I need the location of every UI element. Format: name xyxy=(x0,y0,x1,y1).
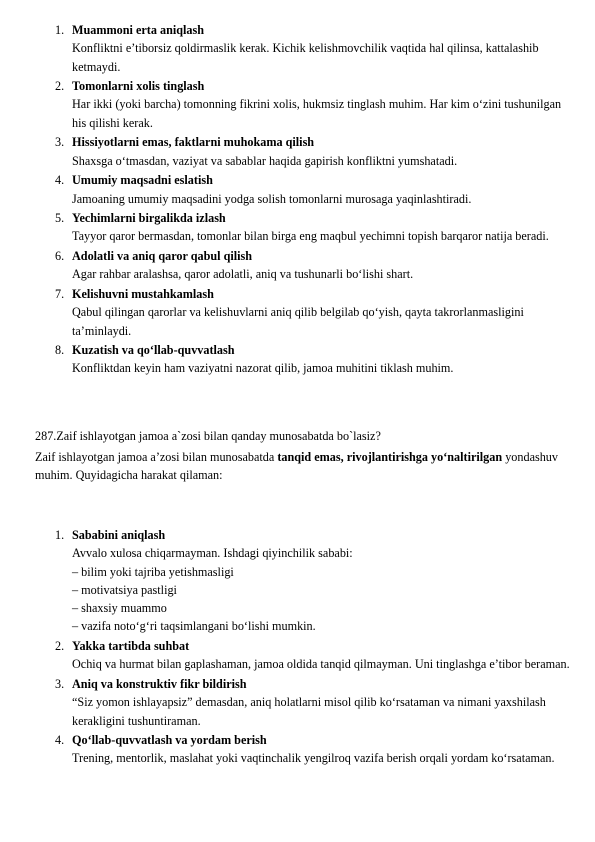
item-number: 4. xyxy=(55,733,65,748)
item-number: 3. xyxy=(55,676,65,691)
intro-text-start: Zaif ishlayotgan jamoa a’zosi bilan munosabatda xyxy=(35,450,278,464)
item-number: 2. xyxy=(55,79,65,94)
item-text: Agar rahbar aralashsa, qaror adolatli, aniq va tushunarli bo‘lishi shart. xyxy=(72,267,414,282)
item-text: Har ikki (yoki barcha) tomonning fikrini xolis, hukmsiz tinglash muhim. Har kim o‘zini tushunilgan his qilishi kerak. xyxy=(72,97,562,130)
item-title: Tomonlarni xolis tinglash xyxy=(72,79,205,94)
item-line: Avvalo xulosa chiqarmayman. Ishdagi qiyinchilik sababi: xyxy=(72,546,353,561)
intro-text-end: yondashuv muhim. Quyidagicha harakat qilaman: xyxy=(35,450,558,483)
item-title: Hissiyotlarni emas, faktlarni muhokama qilish xyxy=(72,135,315,150)
item-title: Yechimlarni birgalikda izlash xyxy=(72,211,226,226)
item-line: – motivatsiya pastligi xyxy=(72,582,177,597)
item-title: Umumiy maqsadni eslatish xyxy=(72,173,213,188)
item-line: Trening, mentorlik, maslahat yoki vaqtinchalik yengilroq vazifa berish orqali yordam ko‘rsataman. xyxy=(72,751,555,766)
approach-steps-list xyxy=(0,526,595,769)
conflict-steps-list xyxy=(0,21,595,379)
list-item xyxy=(0,77,595,132)
item-text: Qabul qilingan qarorlar va kelishuvlarni aniq qilib belgilab qo‘yish, qayta takrorlanmasligini ta’minlaydi. xyxy=(72,305,524,338)
intro-paragraph xyxy=(35,448,580,485)
item-text: Shaxsga o‘tmasdan, vaziyat va sabablar haqida gapirish konfliktni yumshatadi. xyxy=(72,153,458,168)
item-number: 4. xyxy=(55,173,65,188)
item-title: Yakka tartibda suhbat xyxy=(72,639,190,654)
item-line: – bilim yoki tajriba yetishmasligi xyxy=(72,564,234,579)
list-item xyxy=(0,341,595,378)
item-number: 6. xyxy=(55,249,65,264)
item-number: 8. xyxy=(55,343,65,358)
item-text: Konfliktdan keyin ham vaziyatni nazorat qilib, jamoa muhitini tiklash muhim. xyxy=(72,361,454,376)
item-title: Muammoni erta aniqlash xyxy=(72,23,205,37)
item-text: Konfliktni e’tiborsiz qoldirmaslik kerak. Kichik kelishmovchilik vaqtida hal qilinsa, kattalashib ketmaydi. xyxy=(72,41,539,74)
item-line: – vazifa noto‘g‘ri taqsimlangani bo‘lishi mumkin. xyxy=(72,619,316,634)
list-item xyxy=(0,21,595,76)
item-title: Kelishuvni mustahkamlash xyxy=(72,286,214,301)
item-number: 5. xyxy=(55,211,65,226)
list-item xyxy=(0,731,595,768)
list-item xyxy=(0,637,595,674)
item-number: 2. xyxy=(55,639,65,654)
intro-emphasis: tanqid emas, rivojlantirishga yo‘naltirilgan xyxy=(277,450,503,464)
item-text: Jamoaning umumiy maqsadini yodga solish tomonlarni murosaga yaqinlashtiradi. xyxy=(72,191,472,206)
list-item xyxy=(0,285,595,340)
item-title: Adolatli va aniq qaror qabul qilish xyxy=(72,249,253,264)
item-number: 7. xyxy=(55,286,65,301)
list-item xyxy=(0,171,595,208)
list-item xyxy=(0,247,595,284)
item-title: Aniq va konstruktiv fikr bildirish xyxy=(72,676,247,691)
item-number: 1. xyxy=(55,528,65,542)
item-number: 1. xyxy=(55,23,65,37)
item-title: Kuzatish va qo‘llab-quvvatlash xyxy=(72,343,235,358)
item-title: Qo‘llab-quvvatlash va yordam berish xyxy=(72,733,267,748)
list-item xyxy=(0,675,595,730)
item-text: Tayyor qaror bermasdan, tomonlar bilan birga eng maqbul yechimni topish barqaror natija beradi. xyxy=(72,229,549,244)
item-line: “Siz yomon ishlayapsiz” demasdan, aniq holatlarni misol qilib ko‘rsataman va nimani yaxshilash kerakligini tushuntiraman. xyxy=(72,695,546,728)
list-item xyxy=(0,133,595,170)
item-number: 3. xyxy=(55,135,65,150)
question-heading: 287.Zaif ishlayotgan jamoa a`zosi bilan qanday munosabatda bo`lasiz? xyxy=(35,429,381,443)
item-line: – shaxsiy muammo xyxy=(72,601,167,616)
list-item xyxy=(0,209,595,246)
list-item xyxy=(0,526,595,636)
item-title: Sababini aniqlash xyxy=(72,528,166,542)
item-line: Ochiq va hurmat bilan gaplashaman, jamoa oldida tanqid qilmayman. Uni tinglashga e’tibor beraman. xyxy=(72,657,570,672)
